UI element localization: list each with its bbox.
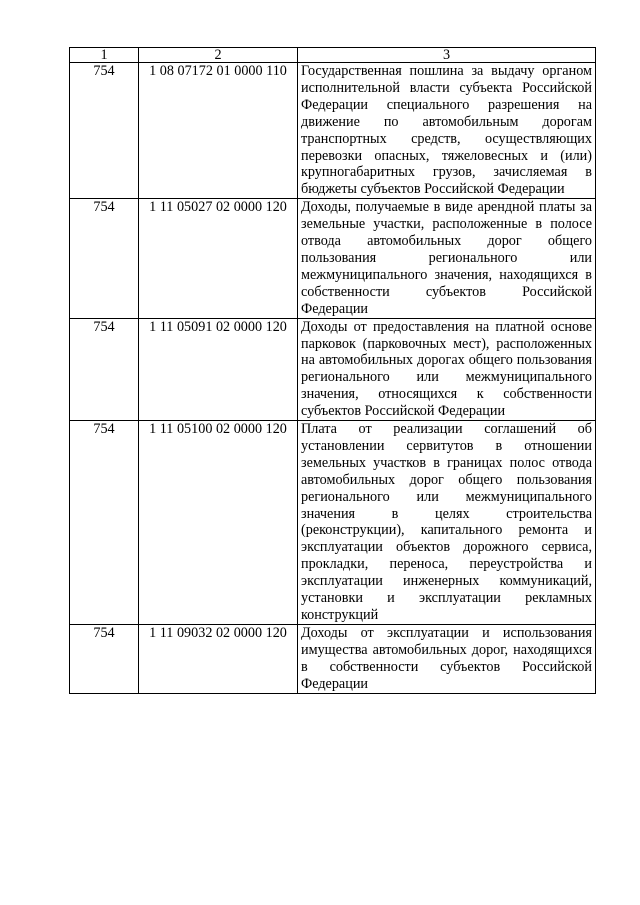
kbk-code-cell: 1 11 09032 02 0000 120 (139, 624, 298, 693)
table-row (70, 63, 596, 199)
revenue-name-cell: Доходы от эксплуатации и использования имущества автомобильных дорог, находящихся в собственности субъектов Российской Федерации (298, 624, 596, 693)
header-cell-2: 2 (139, 48, 298, 63)
revenue-name-cell: Плата от реализации соглашений об установлении сервитутов в отношении земельных участков в границах полос отвода автомобильных дорог общего пользования регионального или межмуниципального значения в целях строительства (реконструкции), капитального ремонта и эксплуатации объектов дорожного сервиса, прокладки, переноса, переустройства и эксплуатации инженерных коммуникаций, установки и эксплуатации рекламных конструкций (298, 421, 596, 625)
header-cell-1: 1 (70, 48, 139, 63)
admin-code-cell: 754 (70, 421, 139, 625)
header-row (70, 48, 596, 63)
revenue-name-cell: Доходы, получаемые в виде арендной платы за земельные участки, расположенные в полосе отвода автомобильных дорог общего пользования регионального или межмуниципального значения, находящихся в собственности субъектов Российской Федерации (298, 199, 596, 318)
admin-code-cell: 754 (70, 199, 139, 318)
revenue-name-cell: Доходы от предоставления на платной основе парковок (парковочных мест), расположенных на автомобильных дорогах общего пользования регионального или межмуниципального значения, относящихся к собственности субъектов Российской Федерации (298, 318, 596, 420)
table-row (70, 318, 596, 420)
header-cell-3: 3 (298, 48, 596, 63)
admin-code-cell: 754 (70, 318, 139, 420)
table-row (70, 199, 596, 318)
table-row (70, 421, 596, 625)
kbk-code-cell: 1 11 05091 02 0000 120 (139, 318, 298, 420)
kbk-code-cell: 1 08 07172 01 0000 110 (139, 63, 298, 199)
revenue-name-cell: Государственная пошлина за выдачу органом исполнительной власти субъекта Российской Федерации специального разрешения на движение по автомобильным дорогам транспортных средств, осуществляющих перевозки опасных, тяжеловесных и (или) крупногабаритных грузов, зачисляемая в бюджеты субъектов Российской Федерации (298, 63, 596, 199)
admin-code-cell: 754 (70, 63, 139, 199)
kbk-code-cell: 1 11 05100 02 0000 120 (139, 421, 298, 625)
table-row (70, 624, 596, 693)
kbk-code-cell: 1 11 05027 02 0000 120 (139, 199, 298, 318)
admin-code-cell: 754 (70, 624, 139, 693)
revenue-codes-table (69, 47, 596, 694)
